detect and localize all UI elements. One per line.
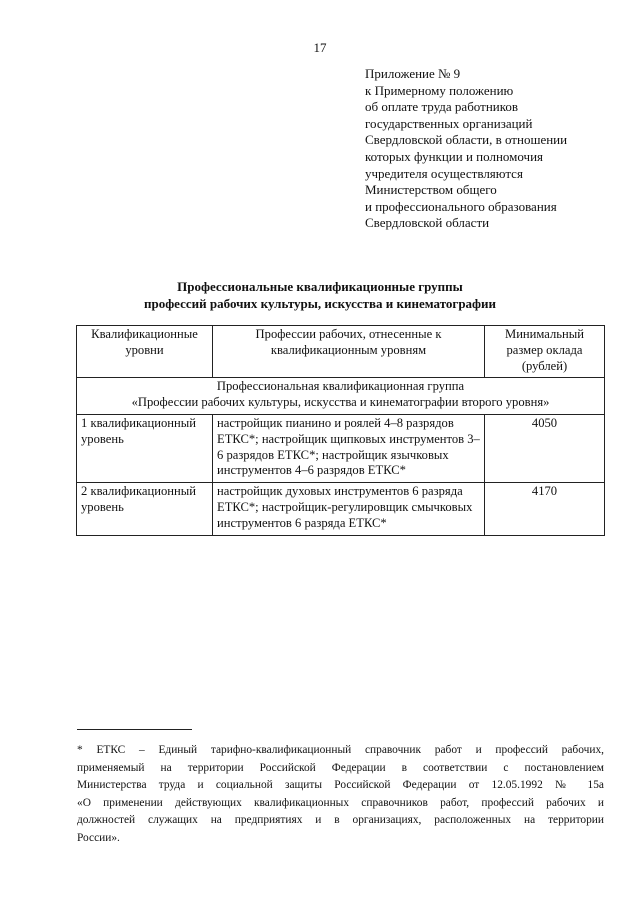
footnote-line: России». [77, 831, 120, 844]
group-line-1: Профессиональная квалификационная группа [216, 379, 465, 394]
group-cell [77, 378, 605, 415]
table-header-row [77, 326, 605, 378]
header-level: Квалификационные уровни [77, 326, 213, 378]
qualification-table [76, 325, 605, 536]
appendix-header [365, 66, 627, 232]
footnote-line: применяемый на территории Российской Федерации в соответствии с постановлением [77, 761, 604, 774]
title-line-2: профессий рабочих культуры, искусства и кинематографии [143, 295, 497, 311]
appendix-line: Свердловской области, в отношении [365, 132, 568, 148]
header-salary: Минимальный размер оклада (рублей) [485, 326, 605, 378]
footnote-line: «О применении действующих квалификационных справочников работ, профессий рабочих и [77, 796, 604, 809]
appendix-line: которых функции и полномочия [365, 148, 544, 164]
professions-cell: настройщик пианино и роялей 4–8 разрядов ЕТКС*; настройщик щипковых инструментов 3–6 разрядов ЕТКС*; настройщик язычковых инструментов 4–6 разрядов ЕТКС* [213, 414, 485, 482]
appendix-line: об оплате труда работников [365, 99, 519, 115]
page-number: 17 [313, 40, 327, 55]
salary-cell: 4050 [485, 414, 605, 482]
level-cell: 1 квалификационный уровень [77, 414, 213, 482]
document-title [0, 279, 640, 312]
header-professions: Профессии рабочих, отнесенные к квалификационным уровням [213, 326, 485, 378]
footnote-line: Министерства труда и социальной защиты Российской Федерации от 12.05.1992 № 15а [77, 779, 604, 791]
group-row [77, 378, 605, 415]
table-row [77, 483, 605, 535]
professions-cell: настройщик духовых инструментов 6 разряда ЕТКС*; настройщик-регулировщик смычковых инструментов 6 разряда ЕТКС* [213, 483, 485, 535]
footnote-line: должностей служащих на предприятиях и в организациях, расположенных на территории [77, 814, 604, 826]
group-line-2: «Профессии рабочих культуры, искусства и кинематографии второго уровня» [131, 395, 550, 410]
appendix-line: учредителя осуществляются [365, 165, 523, 181]
appendix-line: государственных организаций [365, 115, 533, 131]
table-row [77, 414, 605, 482]
title-line-1: Профессиональные квалификационные группы [177, 279, 463, 294]
appendix-line: Министерством общего [365, 182, 497, 198]
footnote [77, 742, 604, 847]
appendix-line: Приложение № 9 [365, 66, 461, 81]
salary-cell: 4170 [485, 483, 605, 535]
appendix-line: к Примерному положению [365, 82, 514, 98]
footnote-divider [77, 729, 192, 730]
footnote-line: * ЕТКС – Единый тарифно-квалификационный справочник работ и профессий рабочих, [77, 744, 604, 756]
level-cell: 2 квалификационный уровень [77, 483, 213, 535]
appendix-line: и профессионального образования [365, 198, 557, 214]
appendix-line: Свердловской области [365, 215, 490, 231]
